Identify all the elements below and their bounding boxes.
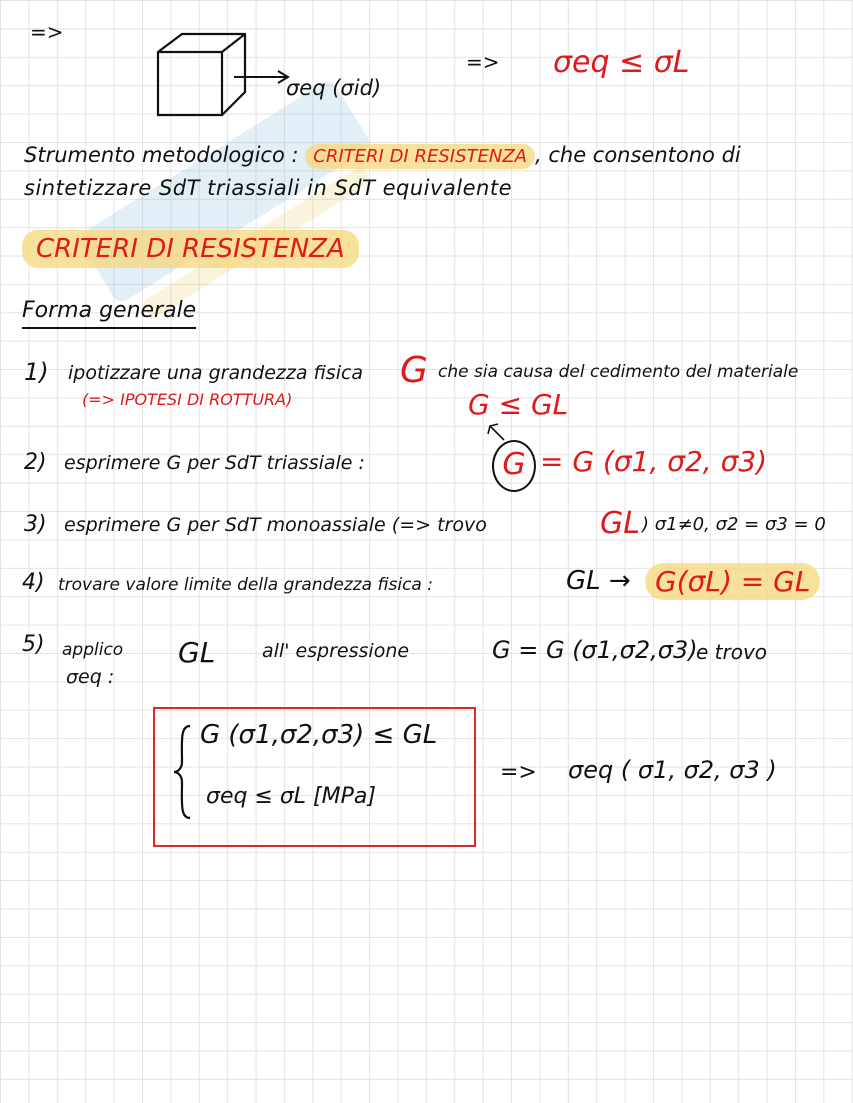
step-3-number: 3): [24, 512, 47, 537]
step-5-number: 5): [22, 632, 45, 657]
intro-text-b: , che consentono di: [534, 143, 741, 167]
step-3-text: esprimere G per SdT monoassiale (=> trovo: [64, 514, 487, 536]
step-1-note: (=> IPOTESI DI ROTTURA): [82, 390, 293, 409]
intro-text-a: Strumento metodologico :: [24, 143, 299, 167]
system-line-1: G (σ1,σ2,σ3) ≤ GL: [200, 720, 438, 750]
stress-cube-icon: [150, 30, 300, 125]
left-brace: [170, 722, 196, 822]
implies-arrow: =>: [30, 20, 64, 44]
step-2-formula: = G (σ1, σ2, σ3): [540, 445, 768, 478]
pointer-arrow-icon: [484, 420, 508, 444]
step-2-text: esprimere G per SdT triassiale :: [64, 452, 365, 474]
step-5-text-d: e trovo: [696, 640, 768, 664]
subheading: Forma generale: [22, 298, 196, 329]
criterion-formula: σeq ≤ σL: [553, 45, 690, 80]
system-line-2: σeq ≤ σL [MPa]: [206, 784, 376, 809]
step-1-text: ipotizzare una grandezza fisica: [68, 362, 364, 384]
step-1-G: G: [400, 350, 428, 391]
system-result: σeq ( σ1, σ2, σ3 ): [568, 756, 777, 784]
step-5-text-a: applico: [62, 640, 124, 660]
step-2-number: 2): [24, 450, 47, 475]
intro-line-2: sintetizzare SdT triassiali in SdT equivalente: [24, 176, 513, 200]
intro-line-1: [24, 143, 741, 167]
step-4-text: trovare valore limite della grandezza fisica :: [58, 575, 433, 595]
step-4-number: 4): [22, 570, 45, 595]
step-5-text-b: σeq :: [66, 666, 115, 688]
step-2-G-circled: G: [492, 440, 536, 492]
sigma-eq-label: σeq (σid): [286, 76, 382, 100]
system-implies: =>: [500, 760, 537, 785]
section-heading: CRITERI DI RESISTENZA: [22, 230, 359, 268]
step-4-GL-arrow: GL →: [566, 566, 631, 596]
step-5-text-c: all' espressione: [262, 640, 410, 662]
step-5-formula: G = G (σ1,σ2,σ3): [492, 636, 698, 664]
step-5-GL: GL: [178, 636, 216, 669]
step-1-number: 1): [24, 358, 49, 386]
step-4-highlight: G(σL) = GL: [645, 563, 820, 600]
step-3-condition: ) σ1≠0, σ2 = σ3 = 0: [642, 514, 826, 535]
step-1-text-2: che sia causa del cedimento del materiale: [438, 362, 799, 382]
step-1-inequality: G ≤ GL: [468, 388, 569, 421]
step-3-GL: GL: [600, 506, 640, 541]
implies-arrow-2: =>: [466, 50, 500, 74]
intro-highlight: CRITERI DI RESISTENZA: [305, 144, 535, 169]
